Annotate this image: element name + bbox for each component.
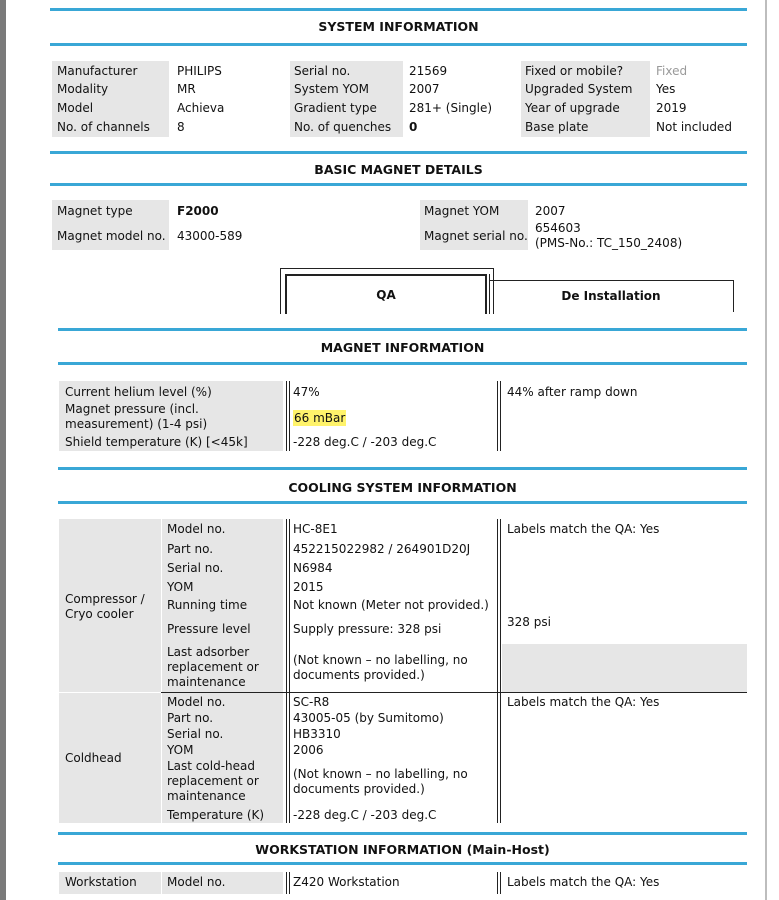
shield-temperature-label: Shield temperature (K) [<45k] [65, 435, 248, 449]
magnet-yom-label: Magnet YOM [424, 204, 500, 218]
manufacturer-value: PHILIPS [177, 64, 222, 78]
fixed-mobile-value: Fixed [656, 64, 688, 78]
compressor-model-label: Model no. [167, 522, 226, 536]
page-left-border [0, 0, 6, 900]
compressor-pressure-value: Supply pressure: 328 psi [293, 622, 442, 636]
magnet-yom-value: 2007 [535, 204, 566, 218]
quenches-label: No. of quenches [294, 120, 392, 134]
compressor-adsorber-value: (Not known – no labelling, no documents provided.) [293, 653, 468, 682]
model-label: Model [57, 101, 94, 115]
magnet-serial-note: (PMS-No.: TC_150_2408) [535, 236, 683, 250]
tab-de-installation[interactable] [489, 280, 734, 312]
tab-qa[interactable] [285, 274, 487, 314]
section-rule [50, 151, 747, 154]
magnet-model-label: Magnet model no. [57, 229, 166, 243]
section-rule [50, 8, 747, 11]
compressor-model-value: HC-8E1 [293, 522, 338, 536]
compressor-part-value: 452215022982 / 264901D20J [293, 542, 471, 556]
column-divider [497, 519, 501, 823]
coldhead-model-label: Model no. [167, 695, 226, 709]
group-divider-left [59, 692, 161, 693]
tab-qa-label: QA [376, 288, 396, 302]
coldhead-serial-label: Serial no. [167, 727, 224, 741]
coldhead-maintenance-value: (Not known – no labelling, no documents provided.) [293, 767, 468, 796]
section-rule [58, 362, 747, 365]
column-divider [497, 872, 501, 894]
column-divider [286, 519, 290, 823]
section-rule [50, 183, 747, 186]
coldhead-model-value: SC-R8 [293, 695, 330, 709]
adsorber-note-bg [502, 644, 747, 692]
gradient-type-label: Gradient type [294, 101, 377, 115]
modality-label: Modality [57, 82, 109, 96]
magnet-model-value: 43000-589 [177, 229, 243, 243]
compressor-group-label: Compressor / Cryo cooler [65, 592, 145, 621]
coldhead-qa-note: Labels match the QA: Yes [507, 695, 660, 709]
section-title: SYSTEM INFORMATION [318, 19, 479, 34]
compressor-part-label: Part no. [167, 542, 214, 556]
section-rule [58, 467, 747, 470]
workstation-group-label: Workstation [65, 875, 137, 889]
coldhead-temperature-value: -228 deg.C / -203 deg.C [293, 808, 437, 822]
magnet-type-label: Magnet type [57, 204, 133, 218]
modality-value: MR [177, 82, 196, 96]
coldhead-serial-value: HB3310 [293, 727, 341, 741]
base-plate-value: Not included [656, 120, 732, 134]
helium-level-value: 47% [293, 385, 320, 399]
section-title: MAGNET INFORMATION [320, 340, 485, 355]
compressor-running-time-label: Running time [167, 598, 248, 612]
magnet-serial-label: Magnet serial no. [424, 229, 528, 243]
sub-label-separator [161, 519, 162, 823]
compressor-pressure-note: 328 psi [507, 615, 551, 629]
compressor-yom-value: 2015 [293, 580, 324, 594]
coldhead-yom-label: YOM [167, 743, 194, 757]
compressor-qa-note: Labels match the QA: Yes [507, 522, 660, 536]
section-rule [58, 832, 747, 835]
channels-value: 8 [177, 120, 185, 134]
section-rule [58, 862, 747, 865]
compressor-adsorber-label: Last adsorber replacement or maintenance [167, 645, 259, 689]
helium-level-label: Current helium level (%) [65, 385, 212, 399]
column-divider [286, 872, 290, 894]
serial-value: 21569 [409, 64, 448, 78]
section-title: BASIC MAGNET DETAILS [314, 162, 483, 177]
quenches-value: 0 [409, 120, 418, 134]
coldhead-part-label: Part no. [167, 711, 214, 725]
serial-label: Serial no. [294, 64, 351, 78]
workstation-model-value: Z420 Workstation [293, 875, 400, 889]
helium-level-note: 44% after ramp down [507, 385, 638, 399]
page-right-border [765, 0, 767, 900]
section-title: COOLING SYSTEM INFORMATION [288, 480, 517, 495]
sub-label-separator [161, 872, 162, 894]
coldhead-group-label: Coldhead [65, 751, 122, 765]
upgraded-label: Upgraded System [525, 82, 633, 96]
year-upgrade-label: Year of upgrade [525, 101, 620, 115]
workstation-model-label: Model no. [167, 875, 226, 889]
magnet-pressure-value: 66 mBar [294, 411, 346, 425]
group-divider [161, 692, 747, 693]
channels-label: No. of channels [57, 120, 150, 134]
model-value: Achieva [177, 101, 225, 115]
workstation-qa-note: Labels match the QA: Yes [507, 875, 660, 889]
compressor-running-time-value: Not known (Meter not provided.) [293, 598, 489, 612]
compressor-serial-label: Serial no. [167, 561, 224, 575]
upgraded-value: Yes [656, 82, 676, 96]
coldhead-yom-value: 2006 [293, 743, 324, 757]
magnet-serial-value: 654603 [535, 221, 581, 235]
magnet-type-value: F2000 [177, 204, 219, 218]
system-yom-value: 2007 [409, 82, 440, 96]
year-upgrade-value: 2019 [656, 101, 687, 115]
shield-temperature-value: -228 deg.C / -203 deg.C [293, 435, 437, 449]
compressor-serial-value: N6984 [293, 561, 333, 575]
tab-de-installation-label: De Installation [561, 289, 661, 303]
section-title: WORKSTATION INFORMATION (Main-Host) [255, 842, 550, 857]
coldhead-temperature-label: Temperature (K) [167, 808, 265, 822]
manufacturer-label: Manufacturer [57, 64, 138, 78]
compressor-pressure-label: Pressure level [167, 622, 251, 636]
fixed-mobile-label: Fixed or mobile? [525, 64, 624, 78]
base-plate-label: Base plate [525, 120, 589, 134]
system-yom-label: System YOM [294, 82, 370, 96]
section-rule [58, 328, 747, 331]
magnet-pressure-label: Magnet pressure (incl. measurement) (1-4 psi) [65, 402, 208, 431]
coldhead-part-value: 43005-05 (by Sumitomo) [293, 711, 444, 725]
column-divider [497, 381, 501, 451]
coldhead-maintenance-label: Last cold-head replacement or maintenance [167, 759, 259, 803]
column-divider [286, 381, 290, 451]
section-rule [50, 43, 747, 46]
compressor-yom-label: YOM [167, 580, 194, 594]
section-rule [58, 501, 747, 504]
tab-divider [489, 274, 490, 314]
gradient-type-value: 281+ (Single) [409, 101, 493, 115]
